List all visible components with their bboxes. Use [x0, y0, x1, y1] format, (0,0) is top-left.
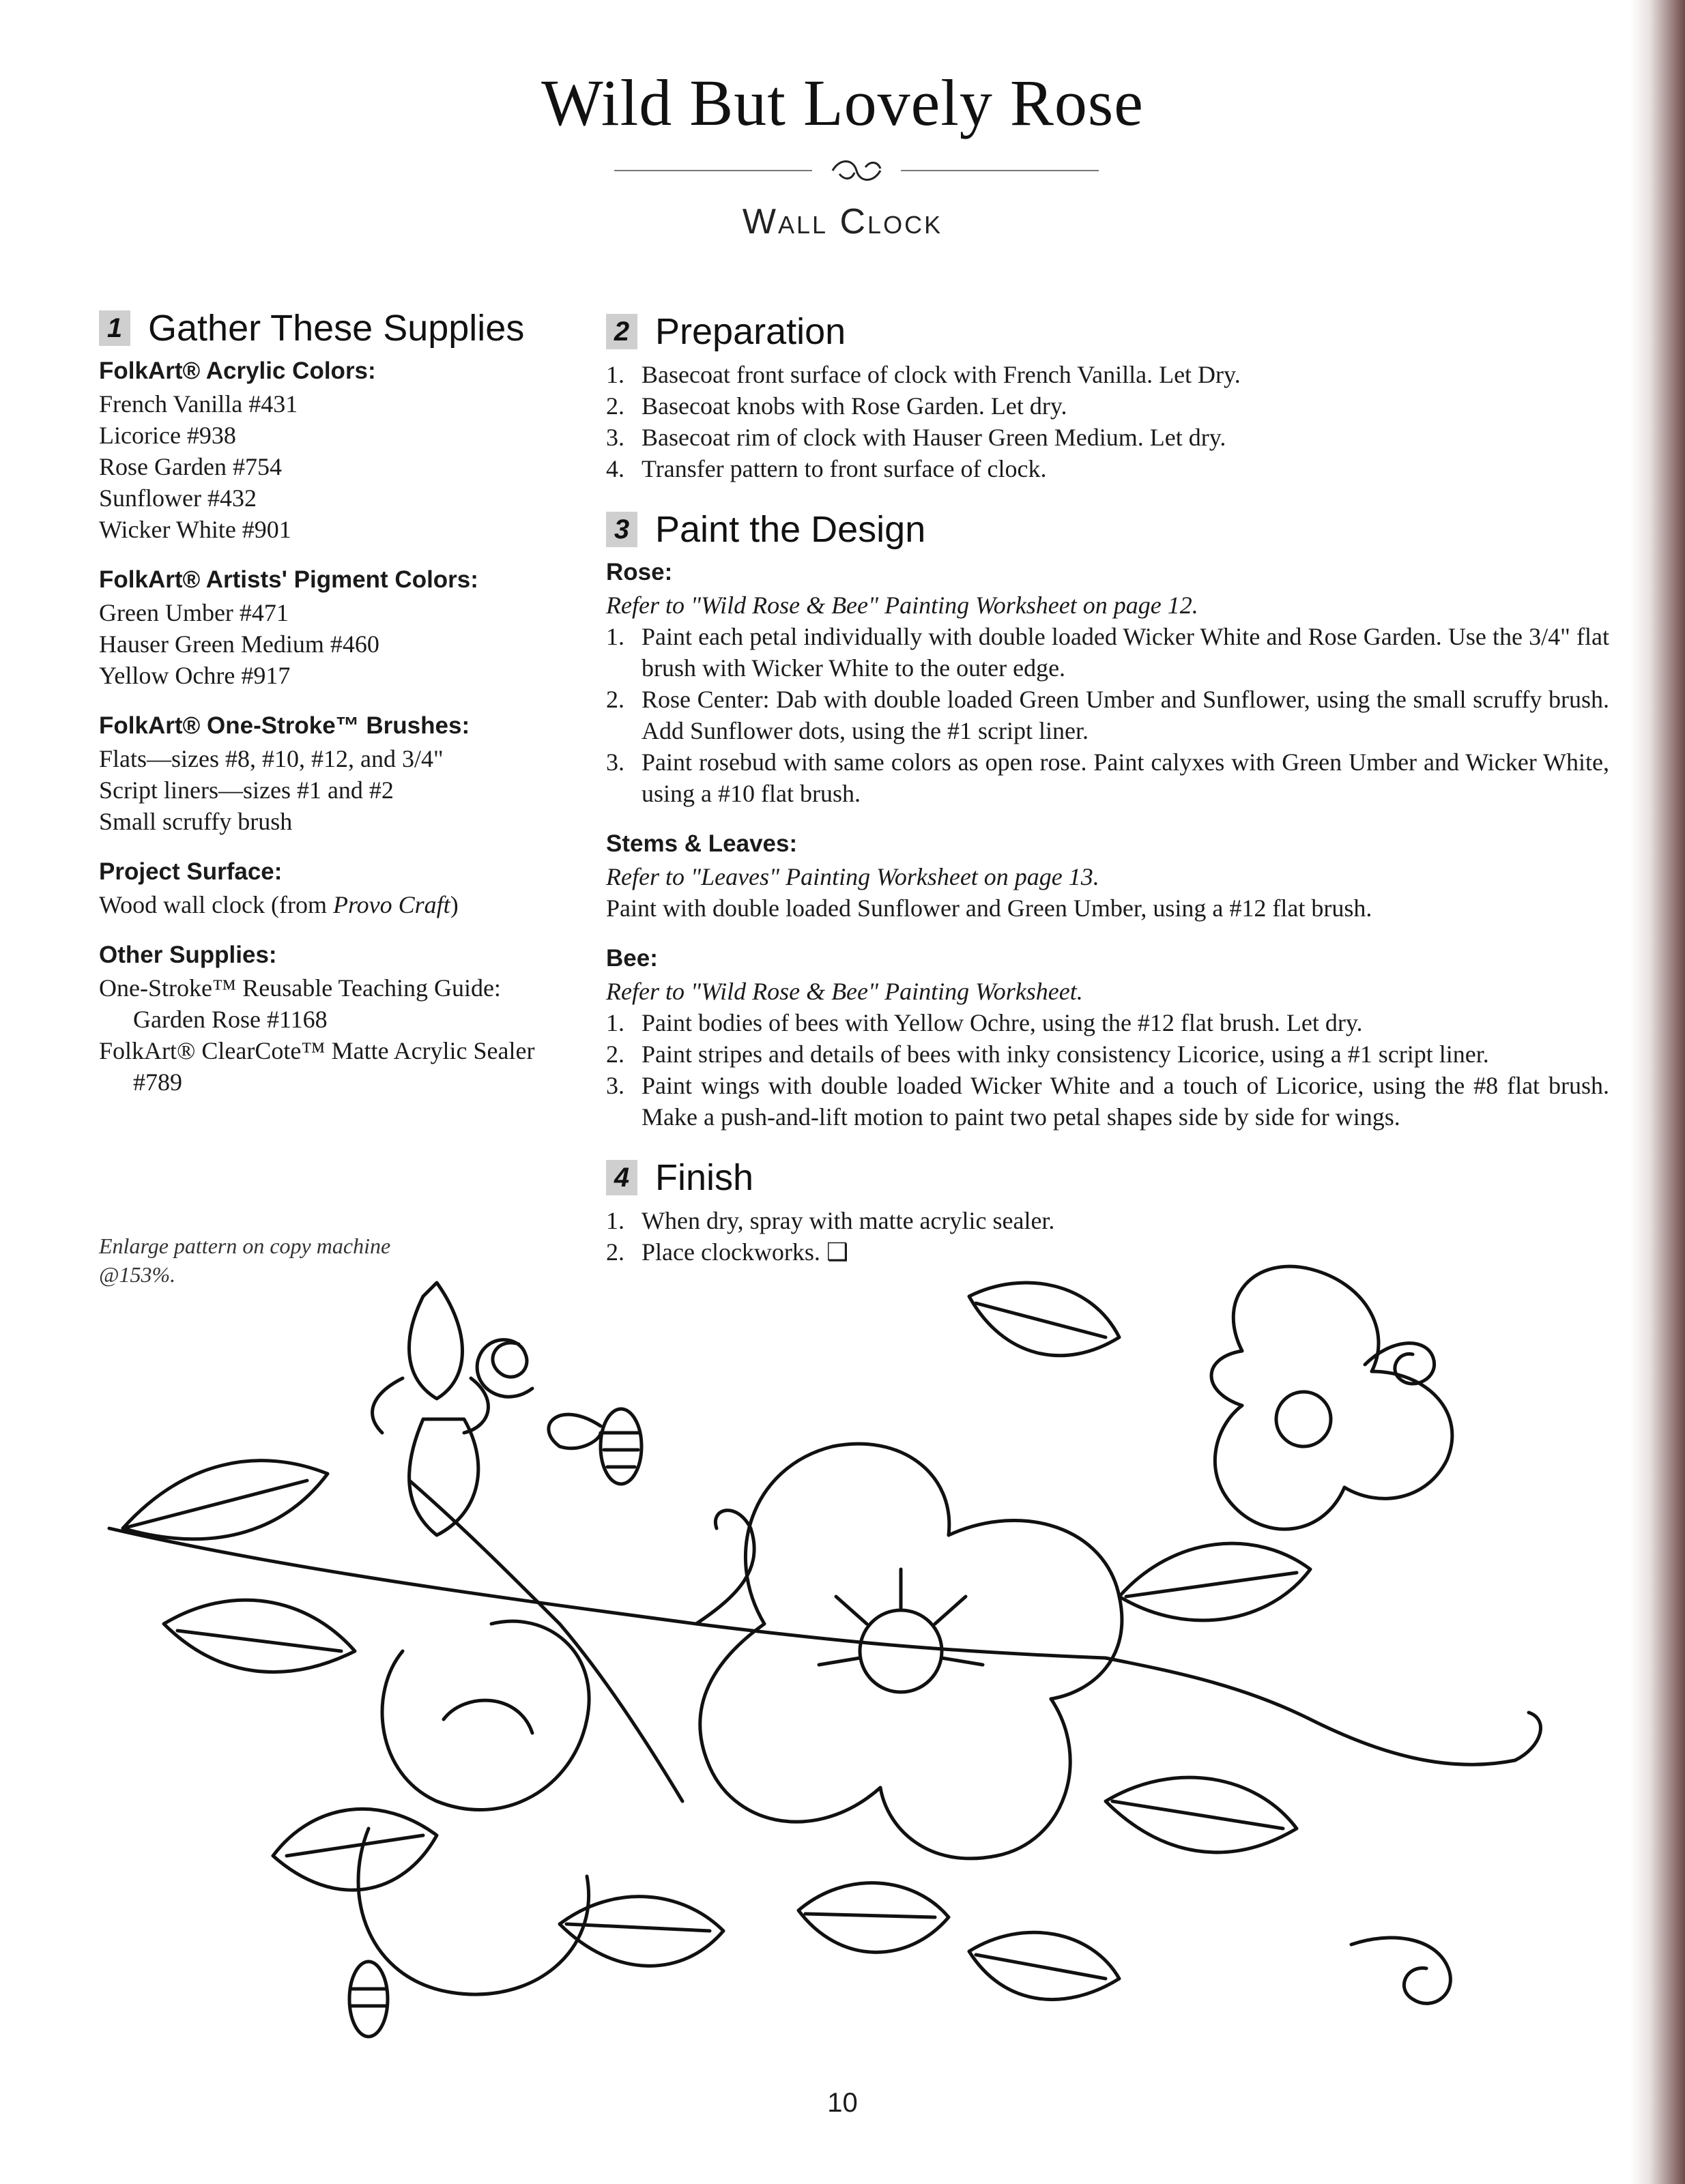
step-item: 2. Place clockworks. ❑: [606, 1238, 849, 1266]
step-item: 1. Paint each petal individually with double loaded Wicker White and Rose Garden. Use the 3/4" flat brush with Wicker White to the outer edge.: [606, 623, 1609, 682]
page-number: 10: [827, 2088, 858, 2118]
paint-design-heading-text: Paint the Design: [655, 509, 926, 550]
page-subtitle: Wall Clock: [742, 202, 943, 242]
step-item: 2. Paint stripes and details of bees with inky consistency Licorice, using a #1 script liner.: [606, 1040, 1489, 1068]
step-item: 2. Rose Center: Dab with double loaded Green Umber and Sunflower, using the small scruffy brush. Add Sunflower dots, using the #1 script liner.: [606, 686, 1609, 744]
rose-label: Rose:: [606, 559, 673, 585]
step-item: 3. Paint wings with double loaded Wicker White and a touch of Licorice, using the #8 flat brush. Make a push-and-lift motion to paint two petal shapes side by side for wings.: [606, 1072, 1609, 1131]
bee-steps: [606, 1007, 1609, 1133]
stems-leaves-label: Stems & Leaves:: [606, 830, 798, 857]
rose-steps: [606, 621, 1609, 809]
surface-text-end: ): [450, 891, 459, 918]
paint-design-heading: [606, 509, 1609, 550]
section-number-badge: 2: [606, 314, 637, 349]
section-number-badge: 3: [606, 512, 637, 547]
supply-item: Script liners—sizes #1 and #2: [99, 776, 394, 804]
step-item: 3. Basecoat rim of clock with Hauser Green Medium. Let dry.: [606, 424, 1226, 451]
preparation-heading: [606, 311, 1609, 352]
instructions-column: [606, 311, 1609, 1295]
step-item: 1. Basecoat front surface of clock with French Vanilla. Let Dry.: [606, 361, 1241, 388]
supply-item: Hauser Green Medium #460: [99, 630, 379, 658]
step-item: 1. Paint bodies of bees with Yellow Ochre, using the #12 flat brush. Let dry.: [606, 1009, 1363, 1036]
supply-item: FolkArt® ClearCote™ Matte Acrylic Sealer #789: [99, 1037, 535, 1096]
brushes-label: FolkArt® One-Stroke™ Brushes:: [99, 712, 470, 739]
supplies-heading: [99, 308, 563, 349]
supply-item: Green Umber #471: [99, 599, 289, 626]
page-title: Wild But Lovely Rose: [541, 66, 1144, 139]
project-surface-label: Project Surface:: [99, 858, 283, 885]
finish-heading-text: Finish: [655, 1157, 754, 1198]
supply-item: French Vanilla #431: [99, 390, 298, 418]
supply-item: Wicker White #901: [99, 516, 291, 543]
finish-heading: [606, 1157, 1609, 1198]
supply-item: Licorice #938: [99, 422, 236, 449]
supply-item: Small scruffy brush: [99, 808, 293, 835]
step-item: 3. Paint rosebud with same colors as open rose. Paint calyxes with Green Umber and Wicker White, using a #10 flat brush.: [606, 748, 1609, 807]
rose-worksheet-ref: Refer to "Wild Rose & Bee" Painting Worksheet on page 12.: [606, 592, 1198, 619]
preparation-heading-text: Preparation: [655, 311, 846, 352]
acrylic-colors-label: FolkArt® Acrylic Colors:: [99, 358, 376, 384]
preparation-steps: [606, 359, 1609, 484]
section-number-badge: 4: [606, 1160, 637, 1195]
section-number-badge: 1: [99, 310, 130, 346]
bee-label: Bee:: [606, 945, 658, 972]
supply-item: Yellow Ochre #917: [99, 662, 291, 689]
stems-instruction: Paint with double loaded Sunflower and Green Umber, using a #12 flat brush.: [606, 894, 1372, 922]
paint-design-section: [606, 509, 1609, 1133]
other-supplies-label: Other Supplies:: [99, 942, 277, 968]
project-surface-item: [99, 889, 563, 920]
bee-worksheet-ref: Refer to "Wild Rose & Bee" Painting Worksheet.: [606, 978, 1083, 1005]
stems-worksheet-ref: Refer to "Leaves" Painting Worksheet on page 13.: [606, 863, 1099, 890]
supply-item: Sunflower #432: [99, 484, 257, 512]
rose-pattern-line-art: [82, 1242, 1652, 2149]
surface-text: Wood wall clock (from: [99, 891, 334, 918]
step-item: 1. When dry, spray with matte acrylic sealer.: [606, 1207, 1055, 1234]
supplies-heading-text: Gather These Supplies: [148, 308, 525, 349]
supply-item: Rose Garden #754: [99, 453, 282, 480]
supply-item: Flats—sizes #8, #10, #12, and 3/4": [99, 745, 444, 772]
preparation-section: [606, 311, 1609, 484]
supply-item: One-Stroke™ Reusable Teaching Guide: Garden Rose #1168: [99, 974, 501, 1033]
surface-brand: Provo Craft: [333, 891, 450, 918]
pigment-colors-label: FolkArt® Artists' Pigment Colors:: [99, 566, 478, 593]
enlarge-pattern-note: Enlarge pattern on copy machine @153%.: [99, 1234, 391, 1287]
supplies-column: [99, 310, 563, 1098]
step-item: 2. Basecoat knobs with Rose Garden. Let dry.: [606, 392, 1067, 420]
title-flourish-ornament: [614, 154, 1099, 188]
step-item: 4. Transfer pattern to front surface of clock.: [606, 455, 1047, 482]
